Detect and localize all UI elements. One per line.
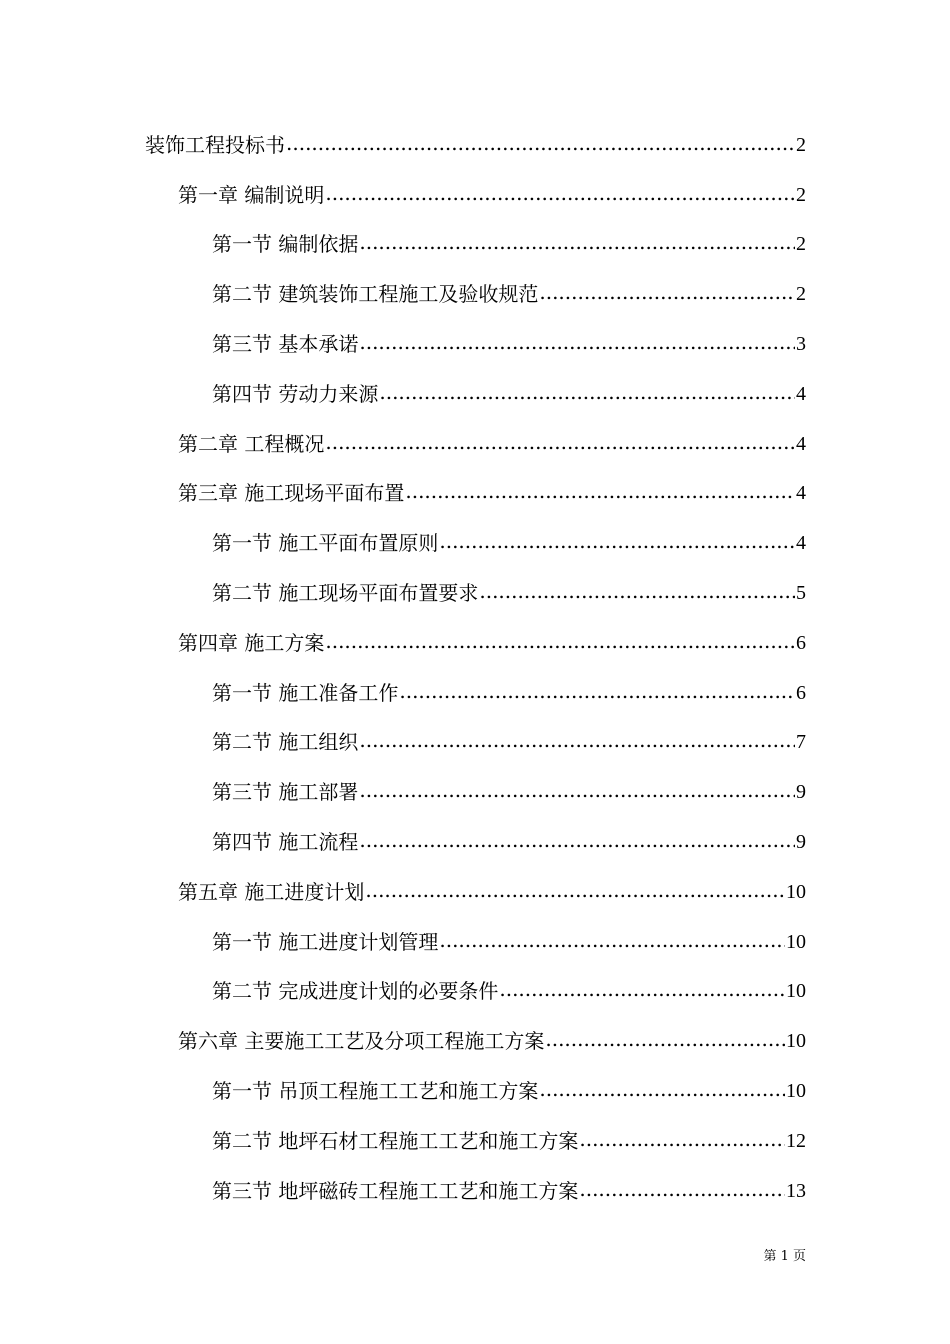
toc-dot-leader bbox=[286, 131, 795, 155]
toc-entry-page-number: 2 bbox=[796, 283, 806, 306]
table-of-contents bbox=[0, 120, 950, 1216]
toc-entry[interactable] bbox=[0, 1066, 950, 1116]
toc-dot-leader bbox=[325, 629, 795, 653]
toc-entry-page-number: 10 bbox=[786, 1030, 806, 1053]
toc-entry-title: 第二节 建筑装饰工程施工及验收规范 bbox=[212, 282, 539, 307]
toc-entry-title: 第一章 编制说明 bbox=[178, 182, 325, 207]
toc-entry-title: 第四章 施工方案 bbox=[178, 630, 325, 655]
toc-entry-page-number: 4 bbox=[796, 432, 806, 455]
toc-entry-page-number: 12 bbox=[786, 1129, 806, 1152]
toc-entry[interactable] bbox=[0, 1116, 950, 1166]
toc-entry-title: 第四节 劳动力来源 bbox=[212, 381, 379, 406]
toc-entry-title: 第二节 施工现场平面布置要求 bbox=[212, 581, 479, 606]
toc-dot-leader bbox=[325, 430, 795, 454]
toc-dot-leader bbox=[379, 380, 795, 404]
toc-entry[interactable] bbox=[0, 120, 950, 170]
toc-dot-leader bbox=[499, 977, 785, 1001]
toc-entry-page-number: 10 bbox=[786, 980, 806, 1003]
toc-entry-page-number: 2 bbox=[796, 233, 806, 256]
toc-entry[interactable] bbox=[0, 319, 950, 369]
toc-entry-page-number: 5 bbox=[796, 582, 806, 605]
toc-entry-title: 第一节 施工进度计划管理 bbox=[212, 929, 439, 954]
toc-dot-leader bbox=[359, 728, 795, 752]
toc-entry-page-number: 3 bbox=[796, 333, 806, 356]
toc-entry-page-number: 4 bbox=[796, 382, 806, 405]
toc-dot-leader bbox=[439, 928, 785, 952]
toc-entry-title: 第三节 地坪磁砖工程施工工艺和施工方案 bbox=[212, 1178, 579, 1203]
toc-entry-title: 第五章 施工进度计划 bbox=[178, 879, 365, 904]
toc-entry-title: 第一节 施工准备工作 bbox=[212, 680, 399, 705]
toc-entry[interactable] bbox=[0, 469, 950, 519]
toc-entry-title: 第一节 编制依据 bbox=[212, 232, 359, 257]
toc-dot-leader bbox=[539, 1077, 785, 1101]
toc-entry[interactable] bbox=[0, 269, 950, 319]
toc-dot-leader bbox=[359, 230, 795, 254]
toc-dot-leader bbox=[479, 579, 795, 603]
toc-dot-leader bbox=[539, 280, 795, 304]
toc-entry-page-number: 13 bbox=[786, 1179, 806, 1202]
toc-entry[interactable] bbox=[0, 1016, 950, 1066]
toc-entry-title: 第二章 工程概况 bbox=[178, 431, 325, 456]
toc-entry[interactable] bbox=[0, 1166, 950, 1216]
toc-entry-page-number: 9 bbox=[796, 781, 806, 804]
toc-entry[interactable] bbox=[0, 369, 950, 419]
toc-entry-page-number: 2 bbox=[796, 183, 806, 206]
toc-entry-title: 第二节 地坪石材工程施工工艺和施工方案 bbox=[212, 1128, 579, 1153]
toc-entry-page-number: 10 bbox=[786, 880, 806, 903]
toc-entry[interactable] bbox=[0, 867, 950, 917]
toc-entry-page-number: 2 bbox=[796, 133, 806, 156]
toc-entry[interactable] bbox=[0, 618, 950, 668]
toc-entry-page-number: 4 bbox=[796, 482, 806, 505]
toc-entry-title: 第六章 主要施工工艺及分项工程施工方案 bbox=[178, 1029, 545, 1054]
toc-entry-page-number: 7 bbox=[796, 731, 806, 754]
toc-entry-title: 第一节 施工平面布置原则 bbox=[212, 531, 439, 556]
toc-dot-leader bbox=[359, 778, 795, 802]
toc-entry-title: 第四节 施工流程 bbox=[212, 830, 359, 855]
toc-dot-leader bbox=[405, 479, 795, 503]
toc-entry-page-number: 4 bbox=[796, 532, 806, 555]
toc-dot-leader bbox=[545, 1027, 785, 1051]
toc-entry[interactable] bbox=[0, 419, 950, 469]
toc-dot-leader bbox=[439, 529, 795, 553]
toc-entry[interactable] bbox=[0, 170, 950, 220]
toc-entry-title: 第三章 施工现场平面布置 bbox=[178, 481, 405, 506]
toc-entry[interactable] bbox=[0, 817, 950, 867]
toc-dot-leader bbox=[359, 828, 795, 852]
toc-entry-page-number: 10 bbox=[786, 1080, 806, 1103]
toc-entry-page-number: 6 bbox=[796, 631, 806, 654]
toc-entry-title: 第三节 基本承诺 bbox=[212, 332, 359, 357]
toc-entry[interactable] bbox=[0, 967, 950, 1017]
toc-entry-page-number: 10 bbox=[786, 930, 806, 953]
toc-entry-title: 第一节 吊顶工程施工工艺和施工方案 bbox=[212, 1079, 539, 1104]
toc-entry-title: 第二节 施工组织 bbox=[212, 730, 359, 755]
toc-dot-leader bbox=[359, 330, 795, 354]
toc-dot-leader bbox=[325, 181, 795, 205]
toc-entry[interactable] bbox=[0, 767, 950, 817]
toc-entry-title: 第二节 完成进度计划的必要条件 bbox=[212, 979, 499, 1004]
toc-dot-leader bbox=[579, 1127, 785, 1151]
page-number-footer: 第 1 页 bbox=[763, 1249, 806, 1264]
toc-entry-title: 装饰工程投标书 bbox=[145, 132, 285, 157]
toc-entry[interactable] bbox=[0, 220, 950, 270]
toc-entry[interactable] bbox=[0, 568, 950, 618]
toc-dot-leader bbox=[399, 679, 795, 703]
toc-entry-page-number: 6 bbox=[796, 681, 806, 704]
toc-entry-title: 第三节 施工部署 bbox=[212, 780, 359, 805]
toc-entry[interactable] bbox=[0, 917, 950, 967]
toc-entry[interactable] bbox=[0, 518, 950, 568]
toc-dot-leader bbox=[365, 878, 785, 902]
toc-entry-page-number: 9 bbox=[796, 831, 806, 854]
toc-entry[interactable] bbox=[0, 668, 950, 718]
toc-dot-leader bbox=[579, 1177, 785, 1201]
toc-entry[interactable] bbox=[0, 718, 950, 768]
